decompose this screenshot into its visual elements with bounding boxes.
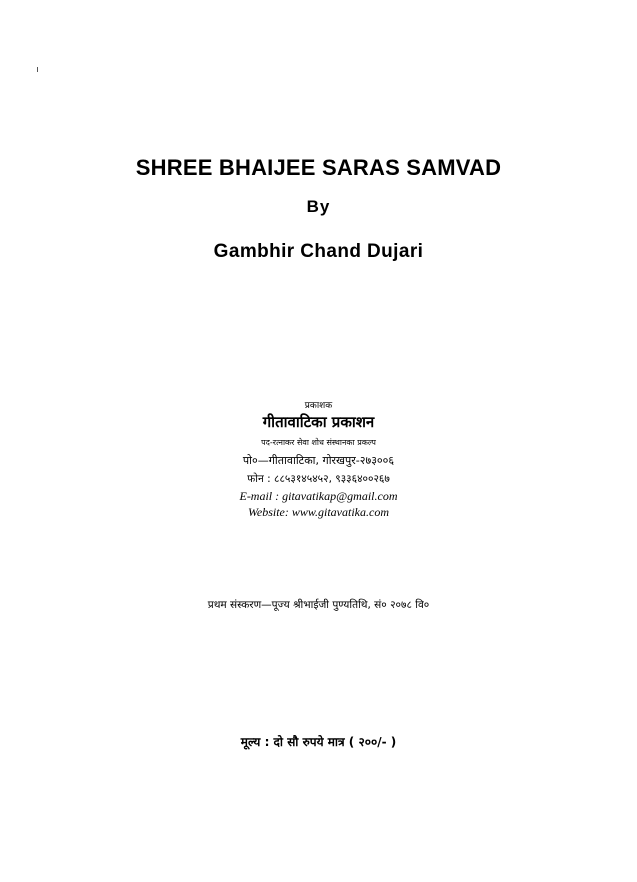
publisher-website: Website: www.gitavatika.com	[248, 505, 389, 519]
publisher-name: गीतावाटिका प्रकाशन	[262, 413, 375, 431]
book-title: SHREE BHAIJEE SARAS SAMVAD	[135, 155, 502, 180]
by-line: By	[306, 197, 331, 216]
author-name: Gambhir Chand Dujari	[213, 241, 424, 262]
publisher-label: प्रकाशक	[304, 401, 333, 411]
publisher-email: E-mail : gitavatikap@gmail.com	[239, 489, 398, 503]
price-info: मूल्य : दो सौ रुपये मात्र ( २००/- )	[240, 735, 397, 749]
publisher-subtitle: पद-रत्नाकर सेवा शोध संस्थानका प्रकल्प	[261, 438, 376, 447]
edition-info: प्रथम संस्करण—पूज्य श्रीभाईजी पुण्यतिथि, सं० २०७८ वि०	[207, 599, 430, 611]
stray-mark	[37, 67, 38, 72]
publisher-address: पो०—गीतावाटिका, गोरखपुर-२७३००६	[242, 454, 395, 467]
publisher-phone: फोन : ८८५३१४५४५२, ९३३६४००२६७	[247, 473, 390, 485]
